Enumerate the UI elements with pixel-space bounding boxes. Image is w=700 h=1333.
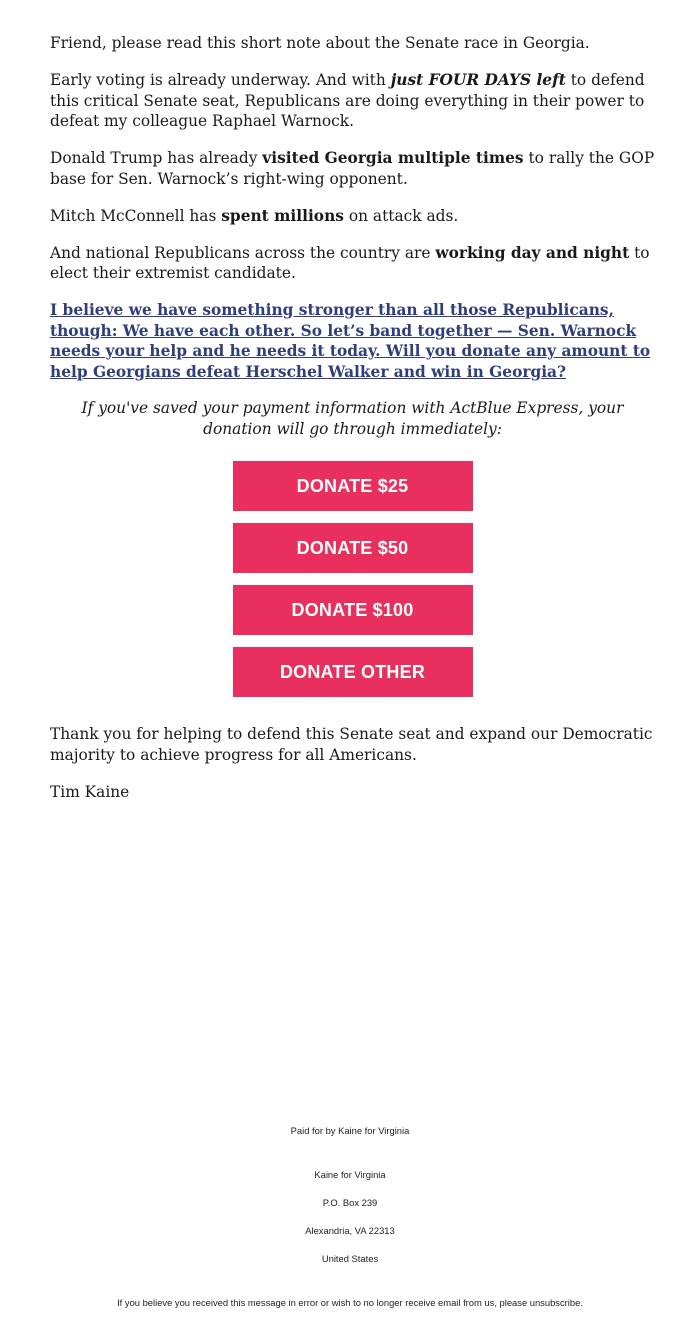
mcconnell-paragraph: Mitch McConnell has spent millions on attack ads. bbox=[50, 206, 459, 225]
early-voting-paragraph: Early voting is already underway. And with just FOUR DAYS left to defend this critical Senate seat, Republicans are doing everything in their power to defeat my colleague Raphael Warnock. bbox=[50, 71, 645, 130]
unsubscribe-notice[interactable]: If you believe you received this message in error or wish to no longer receive email from us, please unsubscribe. bbox=[117, 1297, 583, 1308]
donate-other-button[interactable]: DONATE OTHER bbox=[233, 647, 473, 697]
donate-25-button[interactable]: DONATE $25 bbox=[233, 461, 473, 511]
closing-paragraph: Thank you for helping to defend this Senate seat and expand our Democratic majority to achieve progress for all Americans. bbox=[50, 725, 653, 764]
footer-country: United States bbox=[321, 1253, 379, 1264]
footer-po-box: P.O. Box 239 bbox=[322, 1197, 378, 1208]
donate-button-group bbox=[50, 461, 655, 697]
intro-paragraph: Friend, please read this short note about the Senate race in Georgia. bbox=[50, 34, 590, 52]
footer-city: Alexandria, VA 22313 bbox=[305, 1225, 395, 1236]
donate-50-button[interactable]: DONATE $50 bbox=[233, 523, 473, 573]
trump-paragraph: Donald Trump has already visited Georgia multiple times to rally the GOP base for Sen. Warnock’s right-wing opponent. bbox=[50, 149, 655, 188]
footer-org-name: Kaine for Virginia bbox=[314, 1169, 386, 1180]
donate-appeal-link[interactable]: I believe we have something stronger than all those Republicans, though: We have each other. So let’s band together — Sen. Warnock needs your help and he needs it today. Will you donate any amount to help Georgians defeat Herschel Walker and win in Georgia? bbox=[50, 301, 651, 381]
signature: Tim Kaine bbox=[50, 782, 130, 801]
paid-for-disclaimer: Paid for by Kaine for Virginia bbox=[290, 1125, 410, 1136]
donate-100-button[interactable]: DONATE $100 bbox=[233, 585, 473, 635]
four-days-emphasis: just FOUR DAYS left bbox=[390, 71, 566, 89]
trump-emphasis: visited Georgia multiple times bbox=[262, 149, 524, 167]
actblue-express-note: If you've saved your payment information with ActBlue Express, your donation will go through immediately: bbox=[81, 399, 624, 438]
email-body bbox=[50, 33, 655, 819]
mcconnell-emphasis: spent millions bbox=[221, 206, 344, 225]
national-republicans-paragraph: And national Republicans across the country are working day and night to elect their extremist candidate. bbox=[50, 243, 650, 282]
working-emphasis: working day and night bbox=[435, 243, 630, 262]
